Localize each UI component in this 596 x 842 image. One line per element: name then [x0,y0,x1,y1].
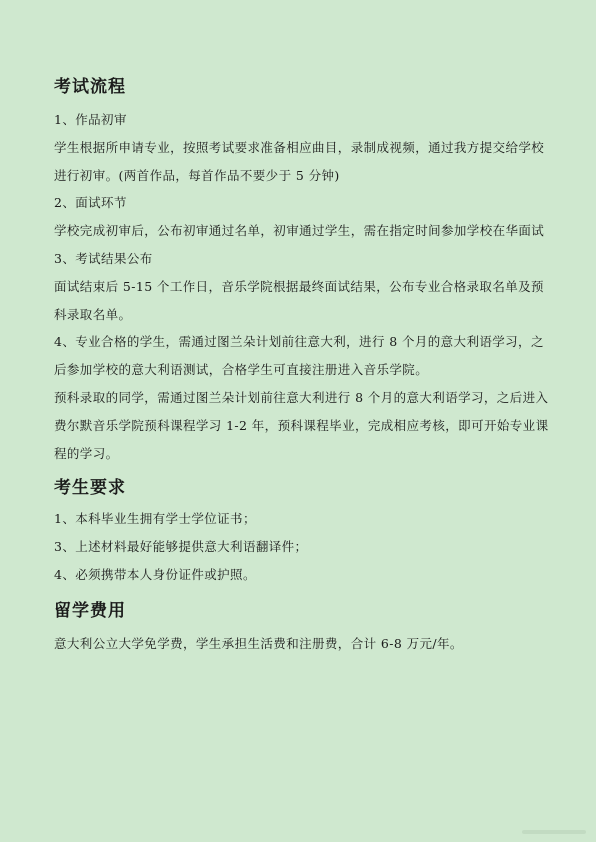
requirement-item: 1、本科毕业生拥有学士学位证书； [54,511,256,527]
body-paragraph: 预科录取的同学，需通过图兰朵计划前往意大利进行 8 个月的意大利语学习，之后进入费尔默音乐学院预科课程学习 1-2 年，预科课程毕业，完成相应考核，即可开始专业课程的学习。 [54,389,549,461]
section-exam-process [54,74,554,467]
body-paragraph: 意大利公立大学免学费，学生承担生活费和注册费，合计 6-8 万元/年。 [54,635,463,651]
body-paragraph: 学校完成初审后，公布初审通过名单，初审通过学生，需在指定时间参加学校在华面试 [54,223,545,239]
body-paragraph: 4、专业合格的学生，需通过图兰朵计划前往意大利，进行 8 个月的意大利语学习，之后参加学校的意大利语测试，合格学生可直接注册进入音乐学院。 [54,334,544,378]
body-paragraph: 学生根据所申请专业，按照考试要求准备相应曲目，录制成视频，通过我方提交给学校进行初审。(两首作品，每首作品不要少于 5 分钟) [54,139,545,183]
section-heading: 考试流程 [54,77,126,97]
step-heading: 1、作品初审 [54,112,127,127]
requirement-item: 4、必须携带本人身份证件或护照。 [54,566,256,582]
section-study-costs [54,598,554,658]
step-heading: 3、考试结果公布 [54,250,153,266]
section-heading: 留学费用 [54,600,126,621]
step-heading: 2、面试环节 [54,195,127,211]
document-body [54,74,554,658]
watermark-mark [522,828,586,836]
requirement-item: 3、上述材料最好能够提供意大利语翻译件； [54,539,308,555]
section-applicant-requirements [54,475,554,588]
section-heading: 考生要求 [54,478,126,499]
body-paragraph: 面试结束后 5-15 个工作日，音乐学院根据最终面试结果，公布专业合格录取名单及预科录取名单。 [54,278,544,322]
